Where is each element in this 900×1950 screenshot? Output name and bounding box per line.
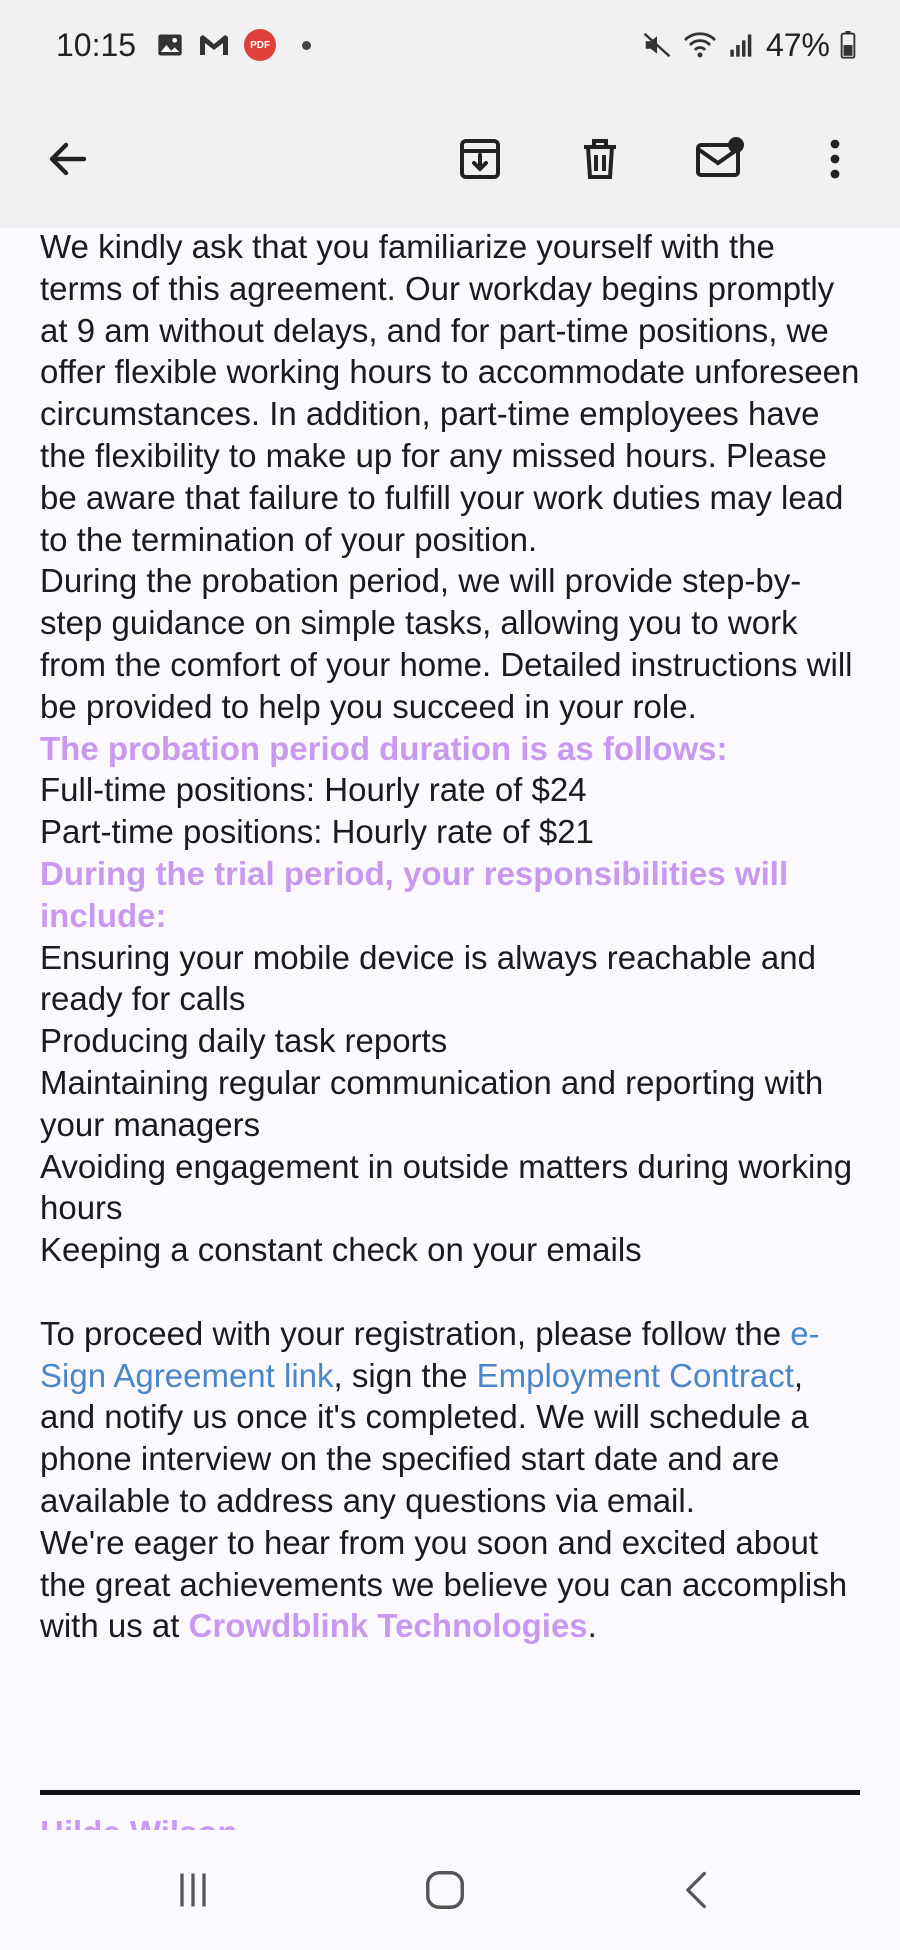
closing-text: We're eager to hear from you soon and excited about the great achievements we believe you can accomplish with us at (40, 1523, 848, 1645)
gallery-icon (156, 31, 184, 59)
responsibility-item: Avoiding engagement in outside matters during working hours (40, 1147, 853, 1227)
paragraph-terms: We kindly ask that you familiarize yourself with the terms of this agreement. Our workday begins promptly at 9 am without delays, and for part-time positions, we offer flexible working hours to accommodate unforeseen circumstances. In addition, part-time employees have the flexibility to make up for any missed hours. Please be aware that failure to fulfill your work duties may lead to the termination of your position. (40, 228, 860, 558)
wifi-icon (682, 30, 718, 60)
responsibility-item: Producing daily task reports (40, 1022, 448, 1060)
employment-contract-link[interactable]: Employment Contract (476, 1356, 794, 1394)
responsibility-item: Ensuring your mobile device is always reachable and ready for calls (40, 938, 816, 1018)
closing-text: . (587, 1607, 597, 1645)
email-toolbar (0, 90, 900, 228)
status-bar (0, 0, 900, 90)
paragraph-proceed (40, 1313, 860, 1522)
trash-icon (576, 135, 624, 183)
responsibility-item: Keeping a constant check on your emails (40, 1231, 642, 1269)
recents-button[interactable] (148, 1852, 238, 1928)
status-bar-left (56, 27, 311, 64)
delete-button[interactable] (560, 119, 640, 199)
responsibility-item: Maintaining regular communication and reporting with your managers (40, 1063, 824, 1143)
paragraph-probation: During the probation period, we will provide step-by-step guidance on simple tasks, allowing you to work from the comfort of your home. Detailed instructions will be provided to help you succeed in your role. (40, 562, 853, 725)
mark-unread-button[interactable] (680, 119, 760, 199)
arrow-left-icon (44, 135, 92, 183)
mail-unread-icon (694, 135, 746, 183)
proceed-text: , and notify us once it's completed. We will schedule a phone interview on the specified start date and are available to address any questions via email. (40, 1356, 809, 1519)
proceed-text: To proceed with your registration, please follow the (40, 1314, 791, 1352)
clock: 10:15 (56, 26, 137, 63)
spacer (40, 1271, 860, 1313)
gmail-icon (198, 32, 230, 58)
archive-button[interactable] (440, 119, 520, 199)
probation-heading: The probation period duration is as follows: (40, 729, 728, 767)
recents-icon (171, 1868, 215, 1912)
notification-dot (302, 41, 311, 50)
proceed-text: , sign the (333, 1356, 477, 1394)
status-bar-right (642, 27, 856, 64)
email-body (40, 226, 860, 1647)
responsibilities-heading: During the trial period, your responsibilities will include: (40, 854, 789, 934)
signature-name (40, 1812, 860, 1830)
paragraph-closing (40, 1522, 860, 1647)
rate-part-time: Part-time positions: Hourly rate of $21 (40, 813, 594, 851)
more-vert-icon (811, 135, 859, 183)
archive-icon (456, 135, 504, 183)
battery-icon (840, 31, 856, 59)
company-name: Crowdblink Technologies (188, 1607, 588, 1645)
home-button[interactable] (400, 1852, 490, 1928)
home-icon (422, 1867, 468, 1913)
signal-icon (728, 31, 756, 59)
rate-full-time: Full-time positions: Hourly rate of $24 (40, 771, 587, 809)
mute-icon (642, 30, 672, 60)
more-options-button[interactable] (795, 119, 875, 199)
system-nav-bar (0, 1830, 900, 1950)
battery-percent: 47% (765, 26, 830, 63)
back-button[interactable] (28, 119, 108, 199)
esign-agreement-link[interactable]: e-Sign Agreement link (40, 1314, 820, 1394)
nav-back-button[interactable] (652, 1852, 742, 1928)
pdf-icon: PDF (244, 29, 276, 61)
signature-divider (40, 1790, 860, 1795)
chevron-left-icon (675, 1868, 719, 1912)
